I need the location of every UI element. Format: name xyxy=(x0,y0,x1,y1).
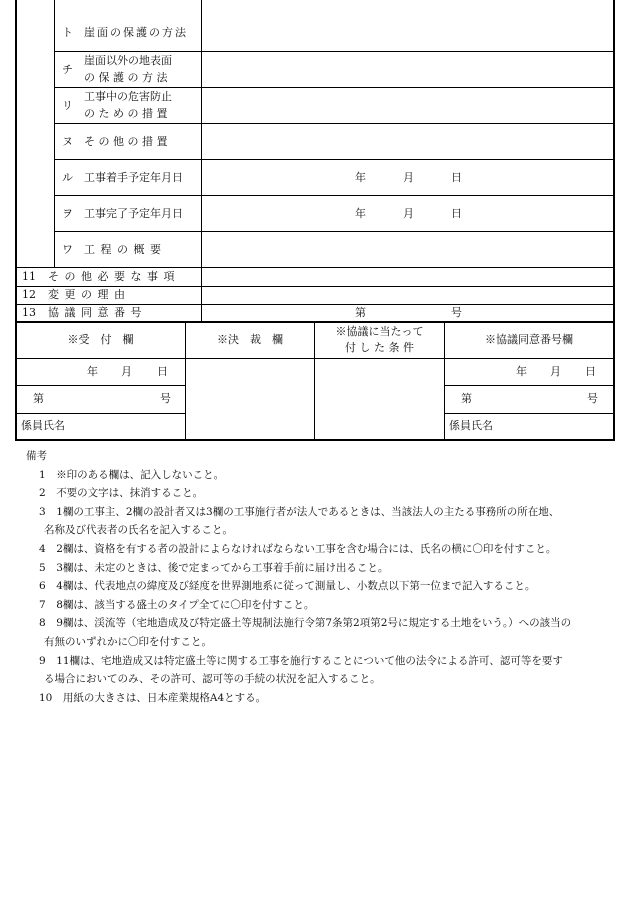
remark-item-continuation: る場合においてのみ、その許可、認可等の手続の状況を記入すること。 xyxy=(44,673,381,686)
remark-item: 2 不要の文字は、抹消すること。 xyxy=(39,487,204,500)
consent-number-header: ※協議同意番号欄 xyxy=(485,333,573,346)
divider xyxy=(54,0,55,268)
date-month: 月 xyxy=(403,171,414,184)
date-month: 月 xyxy=(121,365,132,378)
date-day: 日 xyxy=(585,365,596,378)
row-number: 12 xyxy=(22,288,36,301)
remark-item-continuation: 名称及び代表者の氏名を記入すること。 xyxy=(44,524,233,537)
divider xyxy=(444,385,615,386)
number-prefix: 第 xyxy=(355,306,366,319)
divider xyxy=(54,195,614,196)
reception-header: ※受 付 欄 xyxy=(67,333,134,346)
date-day: 日 xyxy=(157,365,168,378)
conditions-header: ※協議に当たって xyxy=(335,325,424,338)
number-suffix: 号 xyxy=(160,392,171,405)
divider xyxy=(15,358,615,359)
divider xyxy=(54,159,614,160)
date-year: 年 xyxy=(516,365,527,378)
row-number: 11 xyxy=(22,270,36,283)
remark-item: 1 ※印のある欄は、記入しないこと。 xyxy=(39,468,225,481)
divider xyxy=(15,304,615,305)
number-prefix: 第 xyxy=(33,392,44,405)
divider xyxy=(15,286,615,287)
date-year: 年 xyxy=(87,365,98,378)
row-label: 工事中の危害防止 xyxy=(84,90,172,103)
staff-name-label: 係員氏名 xyxy=(449,419,493,432)
remarks-title: 備考 xyxy=(26,450,47,462)
divider xyxy=(54,231,614,232)
divider xyxy=(15,267,615,268)
divider xyxy=(15,385,186,386)
row-number: 13 xyxy=(22,306,36,319)
remark-item: 5 3欄は、未定のときは、後で定まってから工事着手前に届け出ること。 xyxy=(39,561,389,574)
remark-item: 8 9欄は、渓流等（宅地造成及び特定盛土等規制法施行令第7条第2項第2号に規定する土地をいう。）への該当の xyxy=(39,617,572,630)
decision-header: ※決 裁 欄 xyxy=(217,333,283,346)
remark-item: 6 4欄は、代表地点の緯度及び経度を世界測地系に従って測量し、小数点以下第一位まで記入すること。 xyxy=(39,580,536,593)
divider xyxy=(15,413,186,414)
row-label: の 保 護 の 方 法 xyxy=(84,71,168,84)
row-letter: チ xyxy=(62,63,73,76)
number-suffix: 号 xyxy=(587,392,598,405)
divider xyxy=(201,0,202,322)
row-letter: ル xyxy=(62,171,73,184)
row-label: 変 更 の 理 由 xyxy=(48,288,126,301)
row-letter: ヲ xyxy=(62,207,73,220)
row-label: そ の 他 必 要 な 事 項 xyxy=(48,270,176,283)
divider xyxy=(54,51,614,52)
row-letter: ワ xyxy=(62,243,73,256)
number-suffix: 号 xyxy=(451,306,462,319)
divider xyxy=(314,322,315,441)
date-year: 年 xyxy=(355,171,366,184)
date-month: 月 xyxy=(550,365,561,378)
number-prefix: 第 xyxy=(461,392,472,405)
remark-item: 9 11欄は、宅地造成又は特定盛土等に関する工事を施行することについて他の法令による許可、認可等を要す xyxy=(39,654,563,667)
row-letter: ト xyxy=(62,26,73,39)
divider xyxy=(54,123,614,124)
divider xyxy=(54,87,614,88)
row-label: 協 議 同 意 番 号 xyxy=(48,306,143,319)
remark-item: 3 1欄の工事主、2欄の設計者又は3欄の工事施行者が法人であるときは、当該法人の主たる事務所の所在地、 xyxy=(39,505,560,518)
date-year: 年 xyxy=(355,207,366,220)
staff-name-label: 係員氏名 xyxy=(21,419,65,432)
date-day: 日 xyxy=(451,207,462,220)
row-label: そ の 他 の 措 置 xyxy=(84,135,168,148)
row-label: の た め の 措 置 xyxy=(84,107,168,120)
row-label: 崖面以外の地表面 xyxy=(84,54,172,67)
conditions-header: 付 し た 条 件 xyxy=(345,341,414,354)
row-letter: ヌ xyxy=(62,135,73,148)
remark-item: 4 2欄は、資格を有する者の設計によらなければならない工事を含む場合には、氏名の横に〇印を付すこと。 xyxy=(39,542,557,555)
remarks-section xyxy=(22,447,618,707)
row-label: 工 程 の 概 要 xyxy=(84,243,162,256)
remark-item-continuation: 有無のいずれかに〇印を付すこと。 xyxy=(44,635,212,648)
table-border-right xyxy=(613,0,615,441)
divider xyxy=(15,321,615,323)
row-label: 工事完了予定年月日 xyxy=(84,207,183,220)
row-label: 工事着手予定年月日 xyxy=(84,171,183,184)
remark-item: 7 8欄は、該当する盛土のタイプ全てに〇印を付すこと。 xyxy=(39,598,315,611)
date-month: 月 xyxy=(403,207,414,220)
divider xyxy=(444,413,615,414)
remark-item: 10 用紙の大きさは、日本産業規格A4とする。 xyxy=(39,691,267,704)
table-border-bottom xyxy=(15,439,615,441)
row-letter: リ xyxy=(62,99,73,112)
date-day: 日 xyxy=(451,171,462,184)
table-border-left xyxy=(15,0,17,441)
row-label: 崖面の保護の方法 xyxy=(84,26,188,39)
